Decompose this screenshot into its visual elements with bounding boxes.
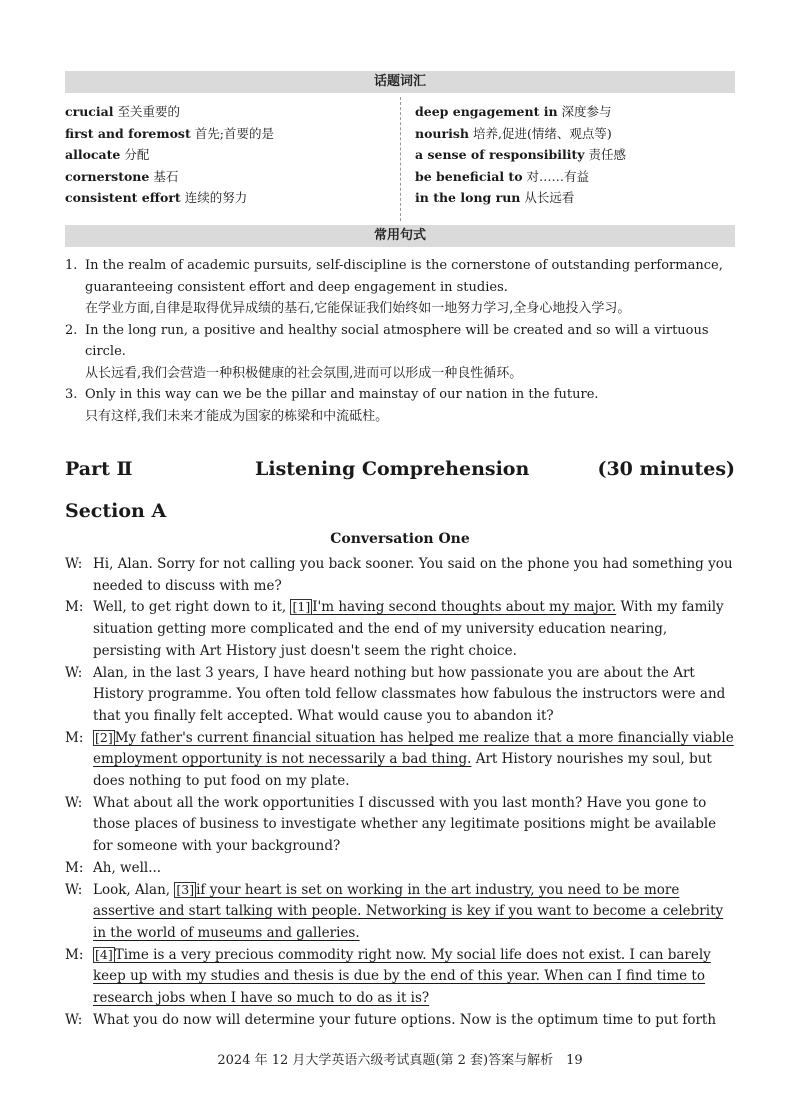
answer-underline: if your heart is set on working in the art industry, you need to be more assertive and start talking with people. Networking is key if you want to become a celebrity in the world of museums and galleries. (93, 881, 724, 941)
sentence-text: In the realm of academic pursuits, self-discipline is the cornerstone of outstanding performance, guaranteeing consistent effort and deep engagement in studies. (85, 258, 723, 295)
answer-underline: My father's current financial situation has helped me realize that a more financially viable employment opportunity is not necessarily a bad thing. (93, 729, 734, 768)
speaker-label: W: (65, 794, 83, 811)
vocab-term: in the long run (415, 190, 521, 206)
page-content (65, 71, 735, 1028)
answer-underline: Time is a very precious commodity right now. My social life does not exist. I can barely keep up with my studies and thesis is due by the end of this year. When can I find time to research jobs when I have so much to do as it is? (93, 946, 711, 1007)
vocab-term: consistent effort (65, 190, 181, 206)
vocab-meaning: 首先;首要的是 (194, 125, 274, 141)
sentence-item (65, 384, 735, 427)
speaker-label: W: (65, 881, 83, 898)
vocab-meaning: 连续的努力 (184, 190, 248, 206)
answer-underline: I'm having second thoughts about my major. (312, 599, 617, 616)
sentence-translation: 从长远看,我们会营造一种积极健康的社会氛围,进而可以形成一种良性循环。 (85, 365, 523, 381)
answer-tag: [2] (95, 729, 113, 745)
vocab-item (65, 187, 395, 209)
vocab-item (65, 101, 395, 123)
sentence-item (65, 255, 735, 320)
dialog-turn (65, 945, 735, 1010)
vocab-meaning: 深度参与 (561, 104, 612, 119)
sentence-header: 常用句式 (65, 225, 735, 247)
conversation-title: Conversation One (330, 531, 470, 547)
turn-text: Alan, in the last 3 years, I have heard nothing but how passionate you are about the Art History programme. You often told fellow classmates how fabulous the instructors were and that you finally felt accepted. What would cause you to abandon it? (93, 664, 726, 724)
sentence-translation: 在学业方面,自律是取得优异成绩的基石,它能保证我们始终如一地努力学习,全身心地投入学习。 (85, 301, 631, 316)
turn-text: Ah, well... (93, 859, 162, 876)
vocab-term: allocate (65, 147, 121, 163)
vocab-item (415, 101, 745, 123)
sentence-text: Only in this way can we be the pillar and mainstay of our nation in the future. (85, 387, 599, 402)
speaker-label: M: (65, 729, 84, 746)
sentence-english (65, 255, 735, 298)
sentence-english (65, 320, 735, 363)
answer-tag: [1] (292, 599, 311, 615)
dialog-turn (65, 663, 735, 728)
speaker-label: M: (65, 599, 84, 616)
vocab-meaning: 基石 (153, 168, 179, 184)
speaker-label: W: (65, 1011, 83, 1028)
speaker-label: W: (65, 556, 83, 572)
section-heading: Section A (65, 500, 167, 522)
sentence-number: 1. (65, 258, 78, 273)
vocab-item (415, 123, 745, 145)
vocab-item (65, 144, 395, 166)
vocab-term: nourish (415, 125, 469, 141)
part-heading (65, 454, 735, 484)
vocab-item (65, 166, 395, 188)
turn-text: Hi, Alan. Sorry for not calling you back sooner. You said on the phone you had something you needed to discuss with me? (93, 556, 733, 594)
vocab-left-column (65, 101, 395, 209)
vocab-meaning: 对……有益 (526, 168, 590, 184)
vocab-divider (400, 97, 401, 221)
sentence-item (65, 320, 735, 385)
vocab-table (65, 97, 735, 225)
part-label: Part Ⅱ (65, 458, 133, 480)
turn-text: Well, to get right down to it, (93, 599, 291, 616)
sentence-number: 2. (65, 322, 78, 338)
vocab-right-column (415, 101, 745, 209)
turn-text: Art History nourishes my soul, but does nothing to put food on my plate. (93, 751, 712, 790)
vocab-meaning: 至关重要的 (117, 104, 180, 119)
turn-text: With my family situation getting more complicated and the end of my university education nearing, persisting with Art History just doesn't seem the right choice. (93, 599, 724, 659)
vocab-term: deep engagement in (415, 104, 558, 119)
vocab-term: first and foremost (65, 125, 191, 141)
dialog-turn (65, 597, 735, 662)
dialog-turn (65, 793, 735, 858)
sentence-list (65, 255, 735, 427)
sentence-english (65, 384, 735, 406)
dialog-turn (65, 1010, 735, 1032)
vocab-header: 话题词汇 (65, 71, 735, 93)
vocab-item (415, 144, 745, 166)
sentence-text: In the long run, a positive and healthy social atmosphere will be created and so will a virtuous circle. (85, 322, 709, 359)
part-time: (30 minutes) (597, 458, 735, 480)
speaker-label: W: (65, 664, 83, 681)
turn-text: What about all the work opportunities I discussed with you last month? Have you gone to those places of business to investigate whether any legitimate positions might be available for someone with your background? (93, 794, 717, 855)
dialog-turn (65, 880, 735, 945)
vocab-meaning: 分配 (124, 147, 150, 163)
answer-tag: [4] (95, 946, 113, 962)
vocab-meaning: 从长远看 (524, 190, 575, 206)
vocab-term: cornerstone (65, 168, 150, 184)
dialog-turn (65, 554, 735, 597)
speaker-label: M: (65, 859, 84, 876)
turn-text: What you do now will determine your future options. Now is the optimum time to put forth (93, 1011, 717, 1028)
vocab-item (65, 123, 395, 145)
sentence-translation: 只有这样,我们未来才能成为国家的栋梁和中流砥柱。 (85, 408, 389, 424)
sentence-number: 3. (65, 387, 78, 402)
page-footer: 2024 年 12 月大学英语六级考试真题(第 2 套)答案与解析 19 (217, 1053, 583, 1068)
vocab-term: a sense of responsibility (415, 147, 585, 163)
vocab-meaning: 培养,促进(情绪、观点等) (472, 125, 612, 141)
dialog-turn (65, 728, 735, 793)
part-title: Listening Comprehension (255, 458, 530, 480)
vocab-term: be beneficial to (415, 168, 523, 184)
vocab-item (415, 187, 745, 209)
dialog-transcript (65, 554, 735, 1031)
answer-tag: [3] (176, 881, 195, 897)
vocab-meaning: 责任感 (588, 147, 626, 163)
speaker-label: M: (65, 946, 84, 963)
turn-text: Look, Alan, (93, 881, 175, 898)
vocab-item (415, 166, 745, 188)
dialog-turn (65, 858, 735, 880)
vocab-term: crucial (65, 104, 114, 119)
